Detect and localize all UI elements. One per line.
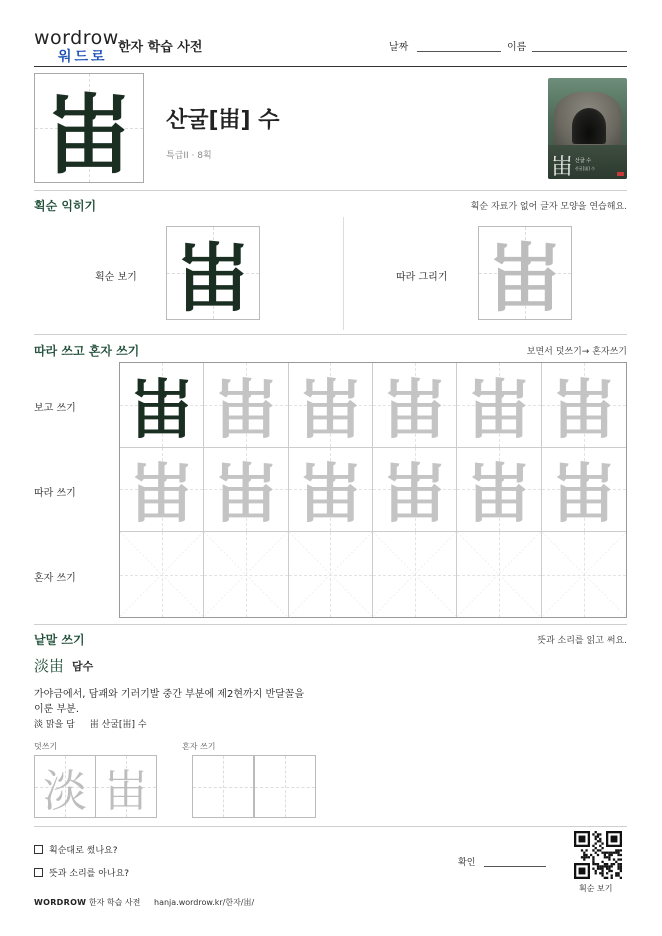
check-label: 획순대로 썼나요? [49,846,118,856]
practice-char: 峀 [382,457,447,533]
logo-wordmark: wordrow [34,27,119,49]
vocab-trace-char: 峀 [104,765,148,817]
wordrow-logo[interactable] [34,27,119,65]
hero-char-box [34,73,144,183]
vocab-solo-label: 혼자 쓰기 [182,742,216,751]
qr-label: 획순 보기 [579,884,613,893]
brand-name: WORDROW [34,898,87,907]
practice-char: 峀 [466,372,531,448]
thumbnail-caption: 산굴 수 [575,158,592,164]
practice-section-note: 보면서 덧쓰기→ 혼자쓰기 [526,347,627,357]
practice-char: 峀 [298,372,363,448]
practice-char: 峀 [551,457,616,533]
section-divider [34,190,627,191]
app-title: 한자 학습 사전 [118,40,203,55]
practice-char: 峀 [382,372,447,448]
stroke-view-char: 峀 [176,236,250,320]
checkbox[interactable] [34,845,43,854]
thumbnail-char: 峀 [551,155,574,179]
practice-cell[interactable] [204,363,288,448]
word-hangul: 담수 [72,660,94,673]
vocab-solo-cell[interactable] [192,755,254,818]
practice-char: 峀 [129,372,194,448]
stroke-section-title: 획순 익히기 [34,199,97,213]
word-part: 峀 산굴[峀] 수 [89,720,147,730]
practice-cell[interactable] [373,448,457,533]
brand-suffix: 한자 학습 사전 [86,898,141,907]
vocab-section-title: 낱말 쓰기 [34,633,85,647]
confirm-label: 확인 [458,858,476,868]
brand [34,897,140,908]
thumbnail-badge [617,172,624,176]
logo-hangul: 워드로 [58,49,108,65]
practice-cell[interactable] [120,532,204,617]
hero-meta: 특급II · 8획 [166,151,212,161]
section-divider [34,334,627,335]
thumbnail-subcaption: 산굴[峀] 수 [575,166,595,171]
confirm-field[interactable] [484,866,546,867]
practice-cell[interactable] [542,363,626,448]
name-label: 이름 [507,42,527,53]
practice-cell[interactable] [289,363,373,448]
section-divider [34,624,627,625]
stroke-view-label: 획순 보기 [95,272,137,283]
practice-cell[interactable] [457,363,541,448]
practice-char: 峀 [466,457,531,533]
date-label: 날짜 [389,42,409,53]
hero-char: 峀 [46,85,132,183]
qr-code-icon[interactable] [574,831,622,879]
vocab-trace-char: 淡 [43,765,87,817]
stroke-section-note: 획순 자료가 없어 글자 모양을 연습해요. [470,202,627,212]
practice-char: 峀 [213,372,278,448]
word-part: 淡 맑을 담 [34,720,75,730]
hero-title: 산굴[峀] 수 [166,108,280,133]
practice-char: 峀 [213,457,278,533]
row-label-solo: 혼자 쓰기 [34,573,76,584]
stroke-divider [343,217,344,330]
practice-cell[interactable] [289,532,373,617]
practice-char: 峀 [298,457,363,533]
vocab-trace-cell[interactable] [95,755,157,818]
practice-cell[interactable] [373,532,457,617]
practice-cell[interactable] [542,532,626,617]
row-label-view: 보고 쓰기 [34,403,76,414]
vocab-section-note: 뜻과 소리를 읽고 써요. [537,636,627,646]
practice-cell[interactable] [457,448,541,533]
practice-cell[interactable] [120,363,204,448]
practice-cell[interactable] [289,448,373,533]
checkbox[interactable] [34,868,43,877]
vocab-solo-cell[interactable] [254,755,316,818]
page-url[interactable]: hanja.wordrow.kr/한자/峀/ [154,898,255,907]
word-definition-cont: 이룬 부분. [34,704,79,715]
practice-cell[interactable] [542,448,626,533]
row-label-trace: 따라 쓰기 [34,488,76,499]
vocab-trace-label: 덧쓰기 [34,742,58,751]
practice-char: 峀 [551,372,616,448]
practice-cell[interactable] [457,532,541,617]
check-meaning[interactable] [34,866,129,879]
header-divider [34,66,627,67]
stroke-view-box[interactable] [166,226,260,320]
trace-char: 峀 [488,236,562,320]
name-field[interactable] [532,51,627,52]
practice-cell[interactable] [120,448,204,533]
word-hanja: 淡峀 [34,657,65,675]
cave-thumbnail [548,78,627,179]
practice-char: 峀 [129,457,194,533]
trace-box[interactable] [478,226,572,320]
practice-cell[interactable] [204,448,288,533]
practice-cell[interactable] [204,532,288,617]
check-label: 뜻과 소리를 아나요? [49,869,130,879]
check-stroke-order[interactable] [34,843,118,856]
practice-section-title: 따라 쓰고 혼자 쓰기 [34,344,140,358]
practice-cell[interactable] [373,363,457,448]
date-field[interactable] [417,51,501,52]
vocab-trace-cell[interactable] [34,755,96,818]
word-parts [34,717,159,730]
footer-divider [34,826,627,827]
practice-grid [119,362,627,618]
trace-label: 따라 그리기 [396,272,448,283]
word-definition: 가야금에서, 담괘와 기러기발 중간 부분에 제2현까지 반달꼴을 [34,689,305,700]
